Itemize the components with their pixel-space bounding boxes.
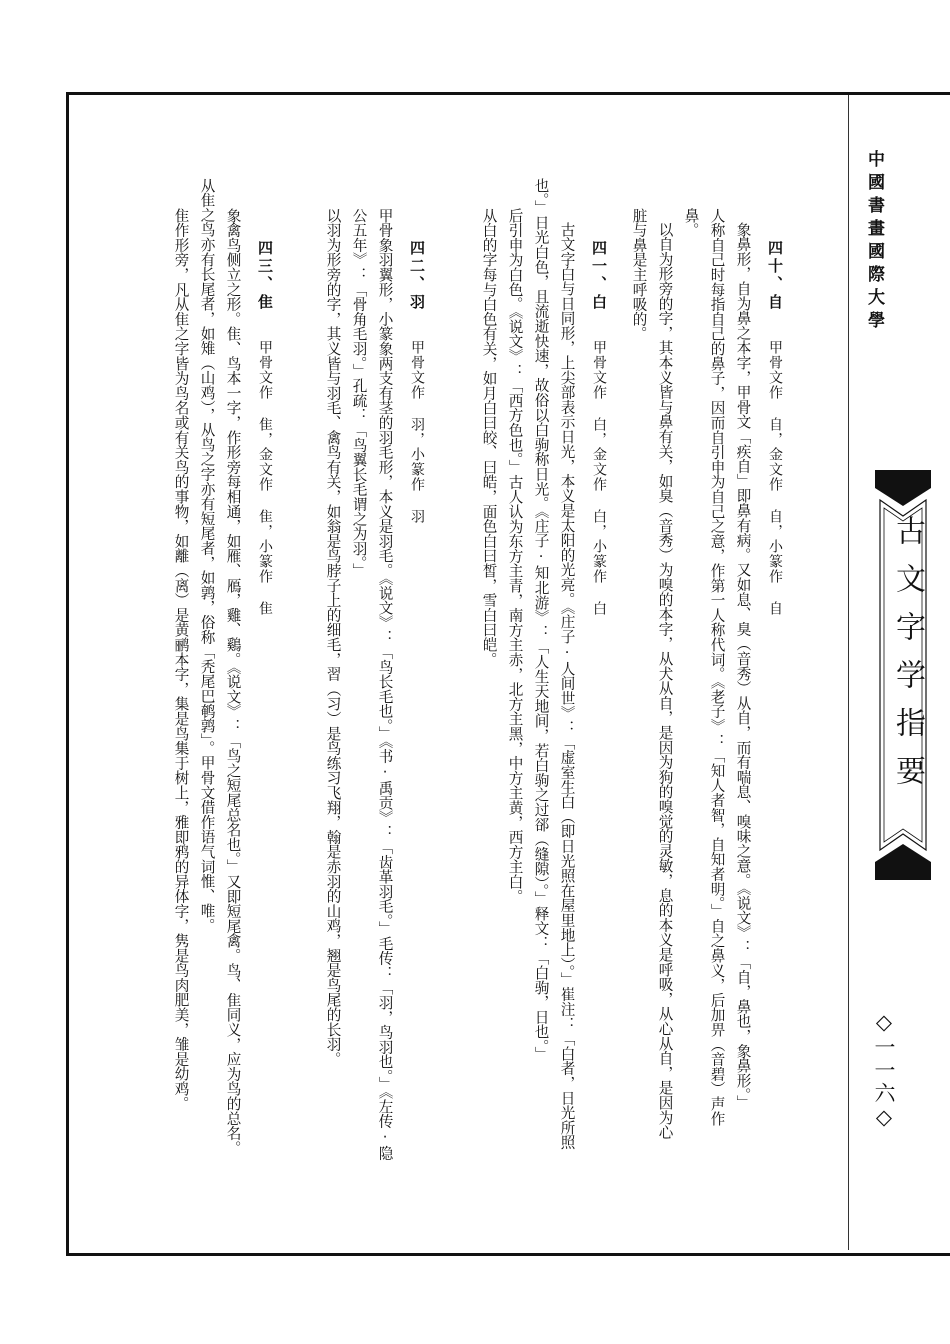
body-column: 象禽鸟侧立之形。隹、鸟本一字，作形旁每相通，如雁、鴈，雞、鷄。《说文》：「鸟之短尾总名也。」又即短尾禽。鸟、隹同义，应为鸟的总名。 bbox=[224, 208, 242, 1156]
section-heading: 四三、隹 bbox=[256, 240, 274, 312]
body-column: 人称自己时每指自己的鼻子，因而自引申为自己之意，作第一人称代词。《老子》：「知人者智，自知者明。」自之鼻义，后加畀（音碧）声作 bbox=[708, 208, 726, 1126]
section-heading: 四十、自 bbox=[766, 240, 784, 312]
glyph-forms-line: 甲骨文作 隹，金文作 隹，小篆作 隹 bbox=[257, 340, 273, 616]
body-column: 以羽为形旁的字，其义皆与羽毛、禽鸟有关，如翁是鸟脖子上的细毛，習（习）是鸟练习飞翔，翰是赤羽的山鸡，翘是鸟尾的长羽。 bbox=[324, 208, 342, 1067]
section-heading: 四二、羽 bbox=[408, 240, 426, 312]
body-column: 甲骨象羽翼形，小篆象两支有茎的羽毛形，本义是羽毛。《说文》：「鸟长毛也。」《书·禹贡》：「齿革羽毛。」毛传：「羽，鸟羽也。」《左传·隐 bbox=[376, 208, 394, 1161]
body-column: 鼻。 bbox=[682, 208, 700, 238]
page-number: ◇一一六◇ bbox=[872, 1010, 896, 1131]
glyph-forms-line: 甲骨文作 白，金文作 白，小篆作 白 bbox=[591, 340, 607, 616]
section-heading: 四一、白 bbox=[590, 240, 608, 312]
body-column: 以自为形旁的字，其本义皆与鼻有关，如臭（音秀）为嗅的本字，从犬从自，是因为狗的嗅觉的灵敏，息的本义是呼吸，从心从自，是因为心 bbox=[656, 222, 674, 1140]
glyph-forms-line: 甲骨文作 羽，小篆作 羽 bbox=[409, 340, 425, 524]
sidebar-divider bbox=[848, 95, 849, 1250]
body-column: 后引申为白色。《说文》：「西方色也。」古人认为东方主青，南方主赤，北方主黑，中方主黄，西方主白。 bbox=[506, 208, 524, 904]
body-column: 也。」日光白色，且流逝快速，故俗以白驹称日光。《庄子·知北游》：「人生天地间，若白驹之过郤（缝隙）。」释文：「白驹，日也。」 bbox=[532, 178, 550, 1062]
body-column: 隹作形旁，凡从隹之字皆为鸟名或有关鸟的事物，如離（离）是黄鹂本字，集是鸟集于树上，雅即鸦的异体字，隽是鸟肉肥美，雏是幼鸡。 bbox=[172, 208, 190, 1111]
body-column: 公五年》：「骨角毛羽。」孔疏：「鸟翼长毛谓之为羽。」 bbox=[350, 208, 368, 579]
university-name: 中國書畫國際大學 bbox=[864, 150, 884, 334]
glyph-forms-line: 甲骨文作 自，金文作 自，小篆作 自 bbox=[767, 340, 783, 616]
body-column: 从白的字每与白色有关，如月白曰皎、曰皓，面色白曰皙，雪白曰皑。 bbox=[480, 208, 498, 667]
body-column: 脏与鼻是主呼吸的。 bbox=[630, 208, 648, 342]
body-column: 从隹之鸟亦有长尾者，如雉（山鸡），从鸟之字亦有短尾者，如鹑，俗称「秃尾巴鹌鹑」。甲骨文借作语气词惟、唯。 bbox=[198, 178, 216, 933]
book-title: 古文字学指要 bbox=[890, 515, 925, 803]
body-column: 象鼻形，自为鼻之本字，甲骨文「疾自」即鼻有病。又如息、臭（音秀）从自，而有喘息、嗅味之意。《说文》：「自，鼻也，象鼻形。」 bbox=[734, 222, 752, 1111]
body-column: 古文字白与日同形，上尖部表示日光，本义是太阳的光亮。《庄子·人间世》：「虚室生白（即日光照在屋里地上）。」崔注：「白者，日光所照 bbox=[558, 222, 576, 1150]
